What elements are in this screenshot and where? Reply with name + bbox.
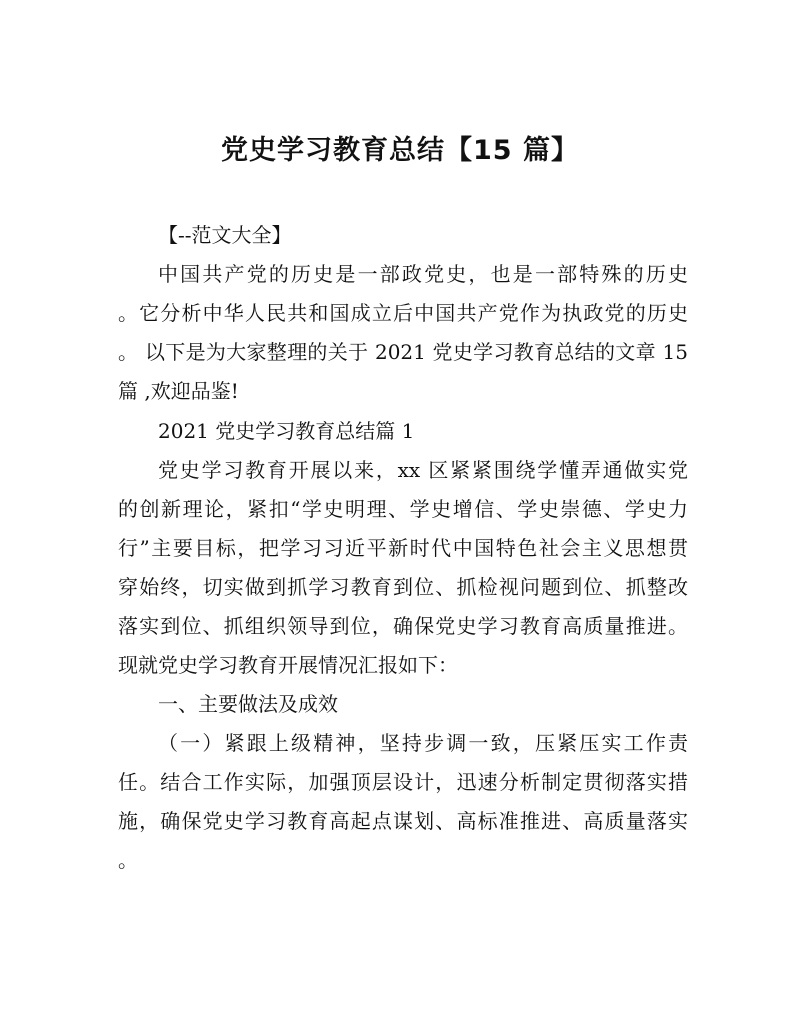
paragraph-line: 任。结合工作实际，加强顶层设计，迅速分析制定贯彻落实措	[118, 770, 688, 794]
paragraph-line: 中国共产党的历史是一部政党史，也是一部特殊的历史	[158, 262, 688, 286]
paragraph-line: 行”主要目标，把学习习近平新时代中国特色社会主义思想贯	[118, 536, 688, 560]
document-title: 党史学习教育总结【15 篇】	[221, 135, 579, 166]
source-tag: 【--范文大全】	[158, 223, 292, 247]
paragraph-line: 穿始终，切实做到抓学习教育到位、抓检视问题到位、抓整改	[118, 575, 688, 599]
paragraph-line: 。	[118, 848, 138, 872]
paragraph-line: 落实到位、抓组织领导到位，确保党史学习教育高质量推进。	[118, 614, 688, 638]
paragraph-line: （一）紧跟上级精神，坚持步调一致，压紧压实工作责	[158, 731, 688, 755]
paragraph-line: 篇 ,欢迎品鉴!	[118, 379, 239, 403]
paragraph-line: 党史学习教育开展以来，xx 区紧紧围绕学懂弄通做实党	[158, 458, 688, 482]
paragraph-line: 。它分析中华人民共和国成立后中国共产党作为执政党的历史	[118, 301, 688, 325]
paragraph-line: 的创新理论，紧扣“学史明理、学史增信、学史崇德、学史力	[118, 497, 688, 521]
paragraph-line: 现就党史学习教育开展情况汇报如下：	[118, 653, 458, 677]
subsection-heading: 一、主要做法及成效	[158, 692, 338, 716]
paragraph-line: 。 以下是为大家整理的关于 2021 党史学习教育总结的文章 15	[118, 340, 688, 364]
paragraph-line: 施，确保党史学习教育高起点谋划、高标准推进、高质量落实	[118, 809, 688, 833]
section-heading: 2021 党史学习教育总结篇 1	[158, 419, 415, 443]
